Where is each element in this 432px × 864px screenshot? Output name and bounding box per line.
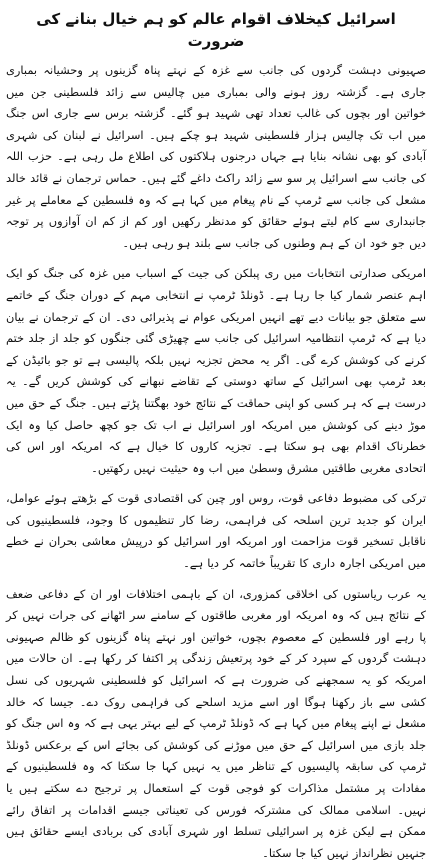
paragraph-4: یہ عرب ریاستوں کی اخلاقی کمزوری، ان کے باہمی اختلافات اور ان کے دفاعی ضعف کے نتائج ہیں کہ وہ امریکہ اور مغربی طاقتوں کے سامنے سر اٹھانے کی جرات نہیں کر پا رہے اور فلسطین کے معصوم بچوں، خواتین اور نہتے پناہ گزینوں کو ظالم صہیونی دہشت گردوں کے سپرد کر کے خود پرتعیش زندگی پر اکتفا کر رکھا ہے۔ ان حالات میں امریکہ کو یہ سمجھنے کی ضرورت ہے کہ اسرائیل کو فلسطینی شہریوں کی نسل کشی سے باز رکھنا ہوگا اور اسے مزید اسلحے کی فراہمی روک دے۔ جیسا کہ خالد مشعل نے اپنے پیغام میں کہا ہے کہ ڈونلڈ ٹرمپ کے لیے بہتر یہی ہے کہ وہ اس جنگ کو جلد بازی میں اسرائیل کے حق میں موڑنے کی کوشش کی بجائے اس کے برعکس ڈونلڈ ٹرمپ کی سابقہ پالیسیوں کے تناظر میں یہ نہیں کہا جا سکتا کہ وہ فلسطینیوں کے مفادات پر مشتمل مذاکرات کو فوجی قوت کے استعمال پر ترجیح دے سکتے ہیں یا نہیں۔ اسلامی ممالک کی مشترکہ فورس کی تعیناتی جیسے اقدامات پر اتفاق رائے ممکن ہے لیکن غزہ پر اسرائیلی تسلط اور شہری آبادی کی بربادی ایسے حقائق ہیں جنہیں نظرانداز نہیں کیا جا سکتا۔ (6, 586, 426, 860)
paragraph-1: صہیونی دہشت گردوں کی جانب سے غزہ کے نہتے پناہ گزینوں پر وحشیانہ بمباری جاری ہے۔ گزشتہ روز ہونے والی بمباری میں چالیس سے زائد فلسطینی جن میں خواتین اور بچوں کی غالب تعداد تھی شہید ہو گئے۔ گزشتہ برس سے جاری اس جنگ میں اب تک چالیس ہزار فلسطینی شہید ہو چکے ہیں۔ اسرائیل نے لبنان کی شہری آبادی کو بھی نشانہ بنایا ہے جہاں درجنوں ہلاکتوں کی اطلاع مل رہی ہے۔ حزب اللہ کی جانب سے اسرائیل پر سو سے زائد راکٹ داغے گئے ہیں۔ حماس ترجمان نے قائد خالد مشعل کی جانب سے ٹرمپ کے نام پیغام میں کہا ہے کہ وہ فلسطین کے معاملے پر غیر جانبداری سے کام لیتے ہوئے حقائق کو مدنظر رکھیں اور کم از کم ان آوازوں پر توجہ دیں جو خود ان کے ہم وطنوں کی جانب سے بلند ہو رہی ہیں۔ (6, 63, 426, 250)
paragraph-2: امریکی صدارتی انتخابات میں ری پبلکن کی جیت کے اسباب میں غزہ کی جنگ کو ایک اہم عنصر شمار کیا جا رہا ہے۔ ڈونلڈ ٹرمپ نے انتخابی مہم کے دوران جنگ کے خاتمے سے متعلق جو بیانات دیے تھے انہیں امریکی عوام نے پذیرائی دی۔ ان کے ترجمان نے بیان دیا ہے کہ ٹرمپ انتظامیہ اسرائیل کی جانب سے چھیڑی گئی جنگوں کو جلد از جلد ختم کرنے کی کوشش کرے گی۔ اگر یہ محض تجزیہ نہیں بلکہ پالیسی ہے تو جو بائیڈن کے بعد ٹرمپ بھی اسرائیل کے ساتھ دوستی کے تقاضے نبھانے کی کوشش کریں گے۔ یہ درست ہے کہ ہر کسی کو اپنی حماقت کے نتائج خود بھگتنا پڑتے ہیں۔ جنگ کے حق میں موڑ دینے کی کوشش میں امریکہ اور اسرائیل نے اب تک جو کچھ حاصل کیا وہ ایک خطرناک اقدام بھی ہو سکتا ہے۔ تجزیہ کاروں کا خیال ہے کہ امریکہ اور اس کی اتحادی مغربی طاقتیں مشرق وسطیٰ میں اب وہ حیثیت نہیں رکھتیں۔ (6, 266, 426, 475)
paragraph-3: ترکی کی مضبوط دفاعی قوت، روس اور چین کی اقتصادی قوت کے بڑھتے ہوئے عوامل، ایران کو جدید ترین اسلحہ کی فراہمی، رضا کار تنظیموں کا وجود، فلسطینیوں کی ناقابل تسخیر قوت مزاحمت اور امریکہ اور اسرائیل کو درپیش معاشی بحران نے خطے میں امریکی اجارہ داری کا تقریباً خاتمہ کر دیا ہے۔ (6, 491, 426, 571)
editorial-body (6, 60, 426, 864)
editorial-title: اسرائیل کیخلاف اقوام عالم کو ہم خیال بنانے کی ضرورت (36, 10, 396, 50)
